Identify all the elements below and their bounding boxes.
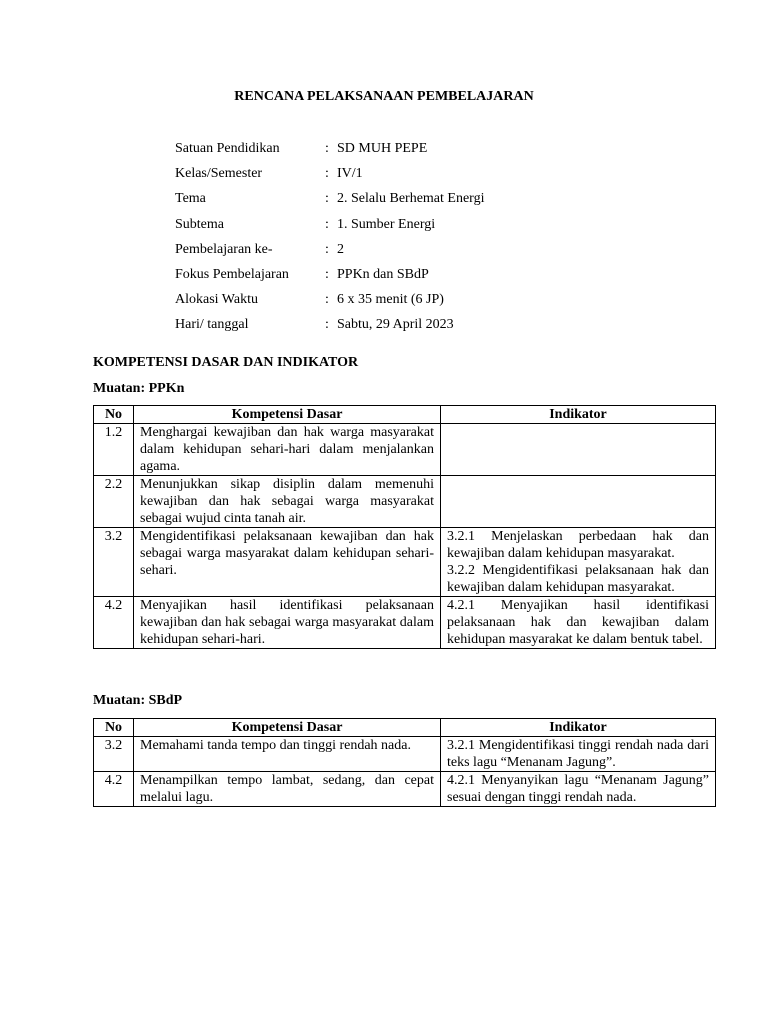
indicator-item: 3.2.2 Mengidentifikasi pelaksanaan hak dan kewajiban dalam kehidupan masyarakat. [447,563,709,595]
ppkn-table [93,405,716,649]
document-title: RENCANA PELAKSANAAN PEMBELAJARAN [234,89,534,104]
row-no: 4.2 [94,597,134,649]
row-indikator [441,772,716,807]
identity-row [175,186,595,211]
identity-separator: : [325,141,329,157]
header-indikator: Indikator [441,719,716,737]
identity-value: SD MUH PEPE [337,141,428,157]
table-row [94,476,716,528]
identity-separator: : [325,241,329,257]
identity-label: Kelas/Semester [175,166,263,182]
indicator-item: 3.2.1 Menjelaskan perbedaan hak dan kewajiban dalam kehidupan masyarakat. [447,529,709,561]
table-row [94,737,716,772]
row-kompetensi-dasar: Menyajikan hasil identifikasi pelaksanaan kewajiban dan hak sebagai warga masyarakat dalam kehidupan sehari-hari. [134,597,441,649]
identity-label: Alokasi Waktu [175,292,258,308]
row-no: 1.2 [94,424,134,476]
identity-separator: : [325,216,329,232]
identity-label: Tema [175,191,206,207]
sbdp-table [93,718,716,807]
identity-label: Subtema [175,216,224,232]
row-kompetensi-dasar: Menampilkan tempo lambat, sedang, dan cepat melalui lagu. [134,772,441,807]
table-header-row [94,719,716,737]
identity-row [175,287,595,312]
identity-label: Hari/ tanggal [175,317,249,333]
identity-row [175,262,595,287]
header-kompetensi-dasar: Kompetensi Dasar [134,719,441,737]
row-no: 3.2 [94,528,134,597]
header-indikator: Indikator [441,406,716,424]
identity-row [175,136,595,161]
identity-row [175,212,595,237]
table-row [94,772,716,807]
table-header-row [94,406,716,424]
row-indikator [441,528,716,597]
identity-label: Fokus Pembelajaran [175,267,289,283]
identity-value: PPKn dan SBdP [337,267,429,283]
table-row [94,528,716,597]
indicator-item: 4.2.1 Menyanyikan lagu “Menanam Jagung” sesuai dengan tinggi rendah nada. [447,773,709,805]
row-kompetensi-dasar: Menghargai kewajiban dan hak warga masyarakat dalam kehidupan sehari-hari dalam menjalankan agama. [134,424,441,476]
identity-label: Satuan Pendidikan [175,141,280,157]
section-title: KOMPETENSI DASAR DAN INDIKATOR [93,355,359,370]
row-no: 4.2 [94,772,134,807]
row-indikator [441,476,716,528]
identity-value: 6 x 35 menit (6 JP) [337,292,444,308]
identity-value: 2. Selalu Berhemat Energi [337,191,485,207]
header-kompetensi-dasar: Kompetensi Dasar [134,406,441,424]
identity-row [175,161,595,186]
identity-value: Sabtu, 29 April 2023 [337,317,454,333]
indicator-item: 3.2.1 Mengidentifikasi tinggi rendah nada dari teks lagu “Menanam Jagung”. [447,738,709,770]
identity-separator: : [325,191,329,207]
identity-table [175,136,595,338]
sbdp-heading: Muatan: SBdP [93,693,183,708]
identity-label: Pembelajaran ke- [175,241,273,257]
ppkn-heading: Muatan: PPKn [93,381,185,396]
identity-value: 1. Sumber Energi [337,216,436,232]
identity-value: IV/1 [337,166,363,182]
row-kompetensi-dasar: Memahami tanda tempo dan tinggi rendah nada. [134,737,441,772]
header-no: No [94,406,134,424]
header-no: No [94,719,134,737]
table-row [94,424,716,476]
row-kompetensi-dasar: Mengidentifikasi pelaksanaan kewajiban dan hak sebagai warga masyarakat dalam kehidupan sehari-sehari. [134,528,441,597]
table-row [94,597,716,649]
row-no: 2.2 [94,476,134,528]
identity-separator: : [325,267,329,283]
row-no: 3.2 [94,737,134,772]
identity-separator: : [325,317,329,333]
identity-separator: : [325,292,329,308]
row-indikator [441,737,716,772]
identity-row [175,312,595,337]
indicator-item: 4.2.1 Menyajikan hasil identifikasi pelaksanaan hak dan kewajiban dalam kehidupan masyarakat ke dalam bentuk tabel. [447,598,709,647]
row-indikator [441,597,716,649]
identity-separator: : [325,166,329,182]
identity-value: 2 [337,241,344,257]
identity-row [175,237,595,262]
row-kompetensi-dasar: Menunjukkan sikap disiplin dalam memenuhi kewajiban dan hak sebagai warga masyarakat sebagai wujud cinta tanah air. [134,476,441,528]
row-indikator [441,424,716,476]
